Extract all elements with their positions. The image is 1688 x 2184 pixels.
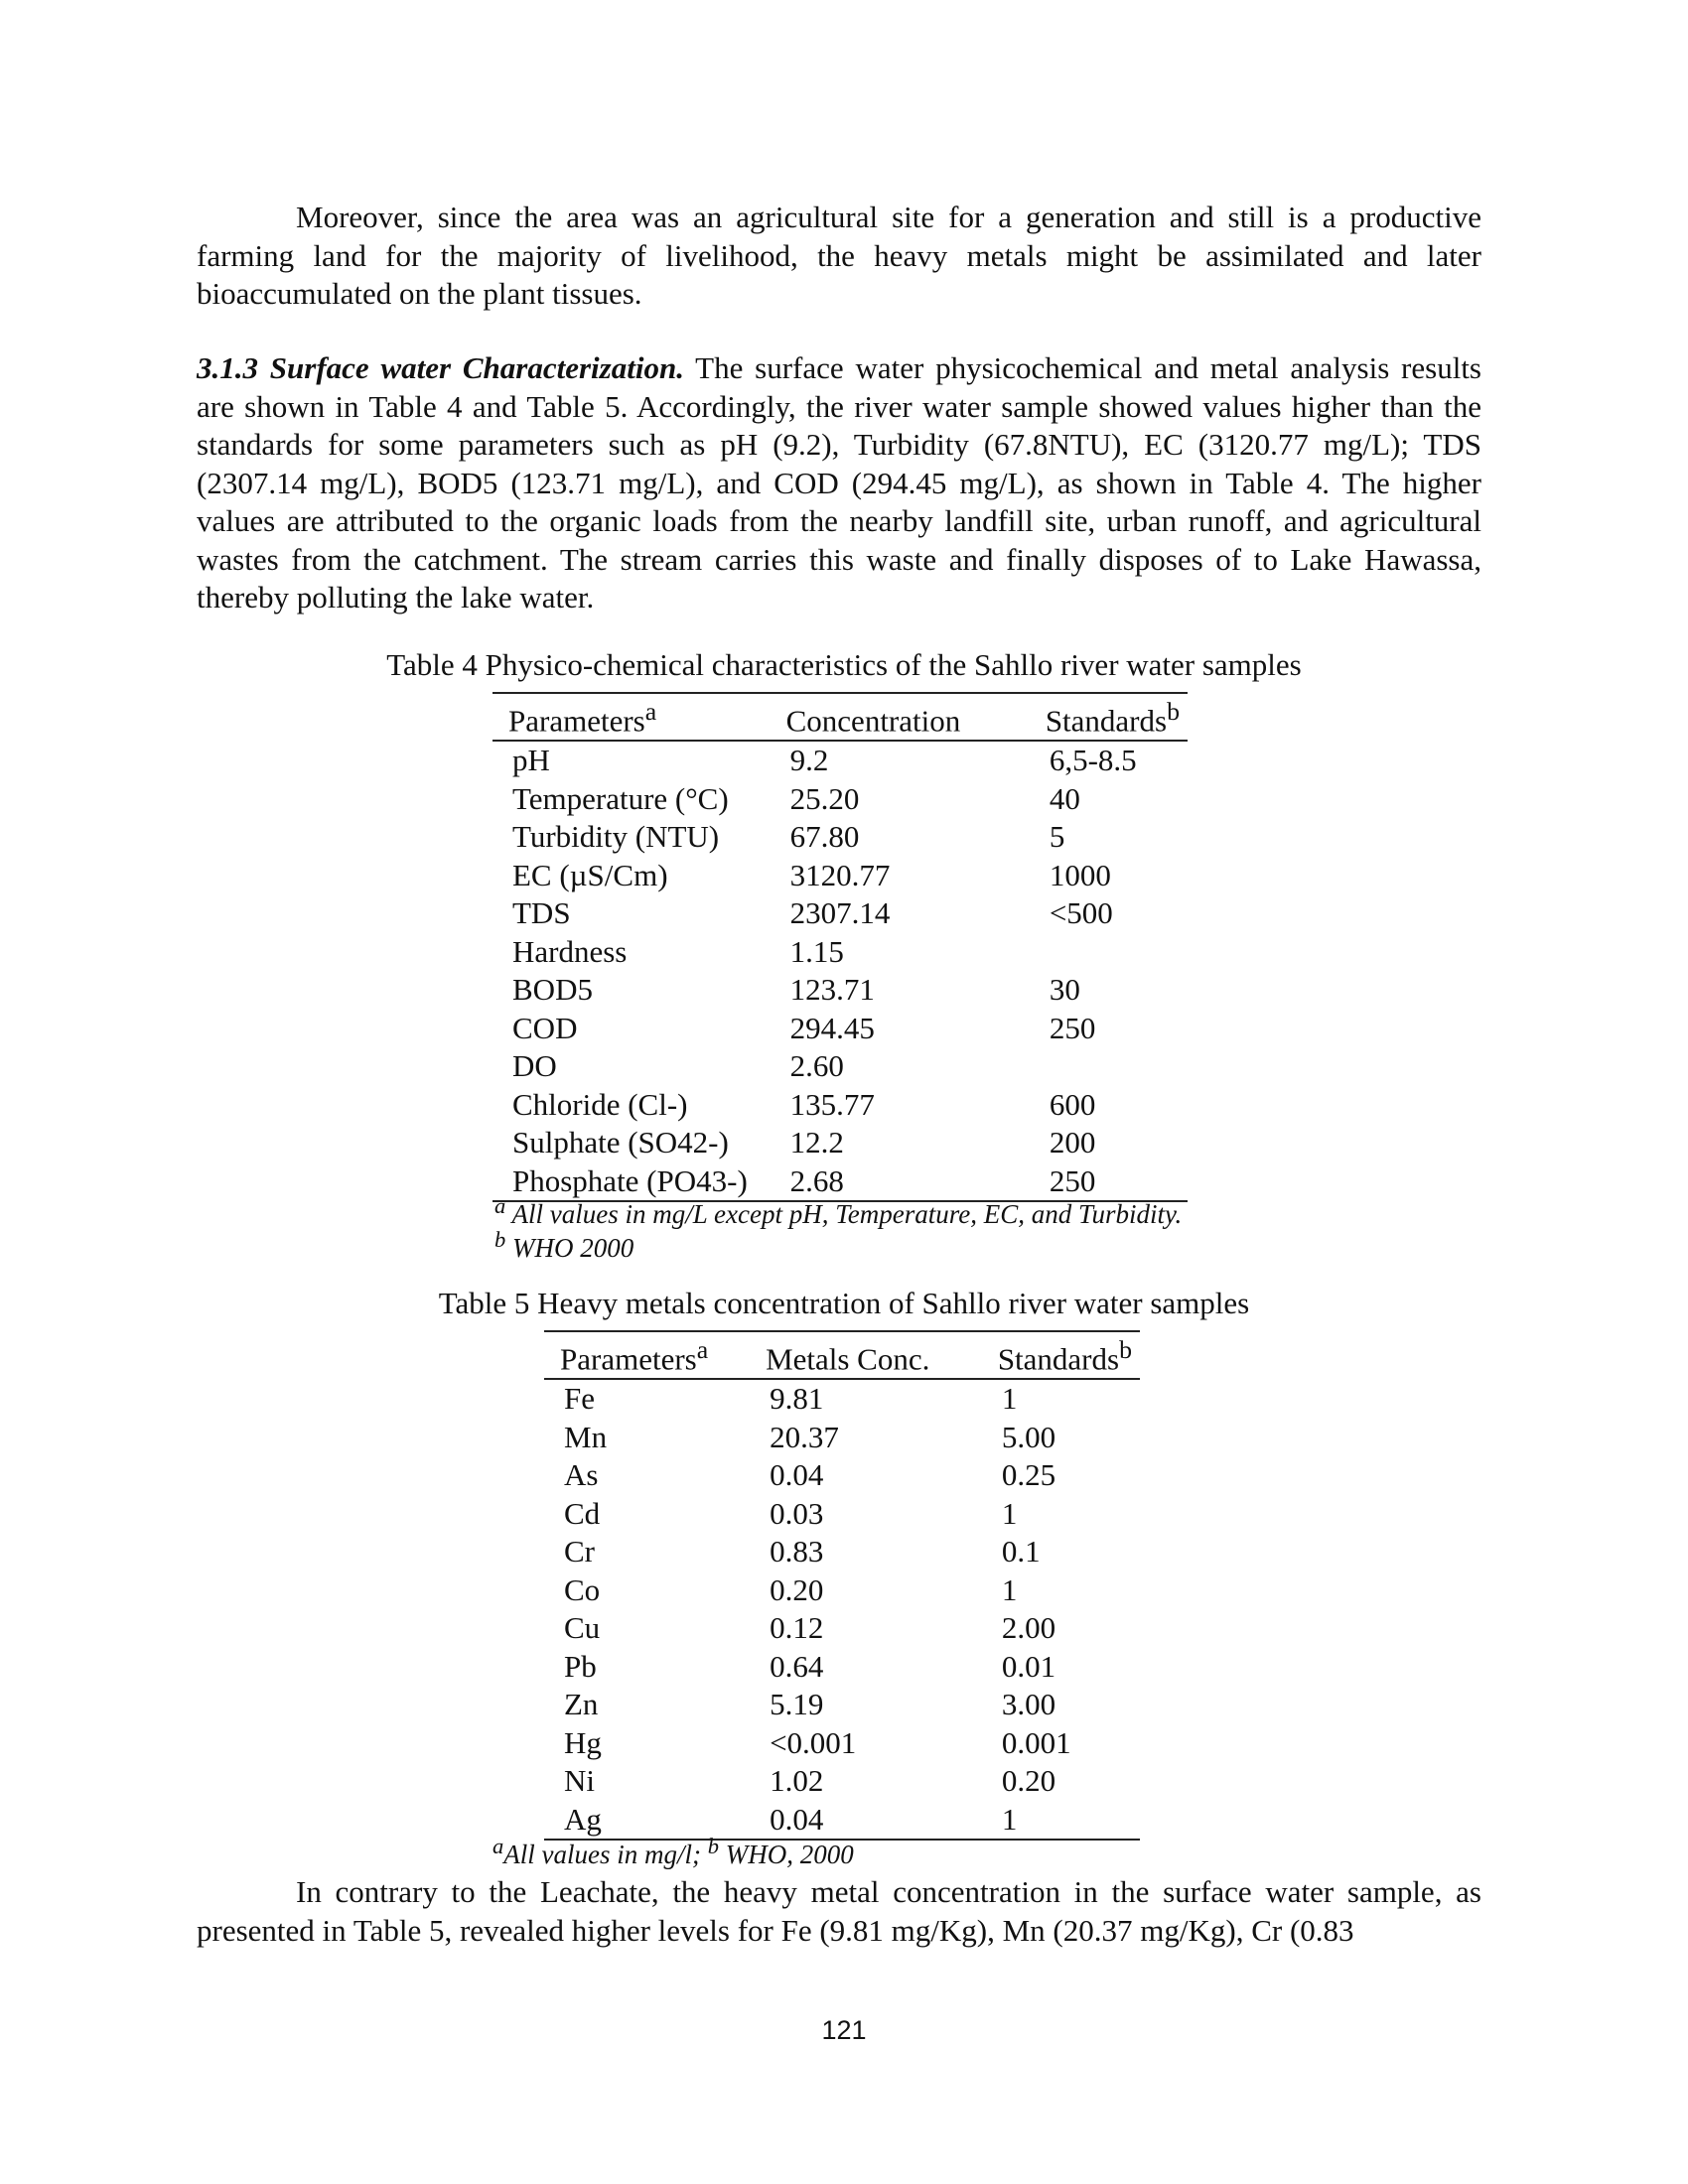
table5-row [544, 1379, 1140, 1419]
section-heading: 3.1.3 Surface water Characterization. [197, 350, 684, 385]
table4-cell: 200 [1049, 1125, 1096, 1160]
table4-row [492, 933, 1188, 972]
table5-row [544, 1456, 1140, 1495]
table5-cell: 1 [1001, 1571, 1018, 1607]
table4-cell: 1000 [1049, 857, 1111, 892]
table5-row [544, 1609, 1140, 1648]
table5-header-metals-conc: Metals Conc. [750, 1331, 982, 1379]
table4-cell: 1.15 [789, 933, 844, 969]
table4-row [492, 1124, 1188, 1162]
table4-cell: 9.2 [789, 743, 829, 778]
table5-cell: Hg [564, 1724, 602, 1760]
table4-cell: 30 [1049, 972, 1080, 1008]
table5-cell: 0.03 [770, 1495, 824, 1531]
table5-cell: 1 [982, 1801, 1140, 1841]
section-3-1-3-paragraph [197, 349, 1481, 617]
table5-row [544, 1648, 1140, 1687]
table5-cell: 0.64 [770, 1648, 824, 1684]
table4-cell: 123.71 [789, 972, 875, 1008]
table4-cell: 3120.77 [789, 857, 891, 892]
section-body: The surface water physicochemical and metal analysis results are shown in Table 4 and Table 5. Accordingly, the river water sample showed values higher than the standards for some parameters such as pH (9.2), Turbidity (67.8NTU), EC (3120.77 mg/L); TDS (2307.14 mg/L), BOD5 (123.71 mg/L), and COD (294.45 mg/L), as shown in Table 4. The higher values are attributed to the organic loads from the nearby landfill site, urban runoff, and agricultural wastes from the catchment. The stream carries this waste and finally disposes of to Lake Hawassa, thereby polluting the lake water. [197, 350, 1481, 614]
table5 [544, 1330, 1140, 1841]
table5-caption: Table 5 Heavy metals concentration of Sahllo river water samples [438, 1286, 1250, 1320]
table4-header-parameters: Parameters$^a$ [492, 693, 771, 741]
table4-row [492, 857, 1188, 895]
table5-row [544, 1724, 1140, 1763]
table4 [492, 692, 1188, 1202]
table5-cell: 0.83 [770, 1534, 824, 1570]
table4-row [492, 780, 1188, 819]
table4-cell: Temperature (°C) [512, 780, 729, 816]
table4-cell: pH [512, 743, 550, 778]
table4-row [492, 818, 1188, 857]
table4-cell: 600 [1049, 1086, 1096, 1122]
table5-cell: Zn [564, 1687, 599, 1722]
table4-row [492, 741, 1188, 780]
table4-cell: 250 [1030, 1162, 1188, 1202]
table5-cell: 0.20 [770, 1571, 824, 1607]
table5-cell: 5.19 [770, 1687, 824, 1722]
table5-cell: 0.12 [770, 1610, 824, 1646]
table5-cell: 5.00 [1001, 1419, 1056, 1454]
table5-cell: As [564, 1457, 599, 1493]
table5-cell: 2.00 [1001, 1610, 1056, 1646]
table5-cell: 1.02 [770, 1763, 824, 1799]
table4-cell: 2.60 [789, 1048, 844, 1084]
table4-cell: EC (µS/Cm) [512, 857, 668, 892]
table4-cell: Phosphate (PO43-) [492, 1162, 771, 1202]
table5-row [544, 1686, 1140, 1724]
table4-row [492, 1010, 1188, 1048]
table5-cell: Pb [564, 1648, 597, 1684]
table5-cell: 0.1 [1001, 1534, 1041, 1570]
table5-row [544, 1762, 1140, 1801]
table5-cell: Ni [564, 1763, 595, 1799]
table4-header-concentration: Concentration [771, 693, 1030, 741]
table4-cell: 25.20 [789, 780, 860, 816]
table4-cell: COD [512, 1010, 578, 1045]
table4-footnote-a: $^a$ All values in mg/L except pH, Temperature, EC, and Turbidity. [494, 1193, 1183, 1229]
table4-cell: 6,5-8.5 [1049, 743, 1137, 778]
table5-row [544, 1571, 1140, 1610]
table5-cell: 0.04 [750, 1801, 982, 1841]
table5-cell: 3.00 [1001, 1687, 1056, 1722]
table5-cell: 0.01 [1001, 1648, 1056, 1684]
table4-footnote-b: $^b$ WHO 2000 [494, 1227, 634, 1263]
table5-cell: Cu [564, 1610, 601, 1646]
table4-cell: Sulphate (SO42-) [512, 1125, 729, 1160]
table5-header-parameters: Parameters$^a$ [544, 1331, 750, 1379]
table5-header-row [544, 1331, 1140, 1379]
table4-cell [1030, 1047, 1188, 1086]
table5-cell: Ag [544, 1801, 750, 1841]
table5-cell: Co [564, 1571, 601, 1607]
table5-footnote: $^a$All values in mg/l; $^b$ WHO, 2000 [492, 1834, 854, 1869]
table5-row [544, 1419, 1140, 1457]
table4-row [492, 894, 1188, 933]
table5-cell: Fe [564, 1381, 595, 1417]
table4-cell: BOD5 [512, 972, 593, 1008]
paragraph-closing: In contrary to the Leachate, the heavy metal concentration in the surface water sample, as presented in Table 5, revealed higher levels for Fe (9.81 mg/Kg), Mn (20.37 mg/Kg), Cr (0.83 [197, 1874, 1481, 1948]
table5-row [544, 1533, 1140, 1571]
table4-cell: DO [512, 1048, 557, 1084]
table4-row [492, 1086, 1188, 1125]
table4-cell: 135.77 [789, 1086, 875, 1122]
table4-cell: Chloride (Cl-) [512, 1086, 688, 1122]
page-number: 121 [821, 2015, 867, 2045]
table4-row [492, 1047, 1188, 1086]
table5-cell: <0.001 [770, 1724, 857, 1760]
table4-header-row [492, 693, 1188, 741]
table4-cell: 67.80 [789, 819, 860, 855]
table4-cell: 294.45 [789, 1010, 875, 1045]
table5-cell: 20.37 [770, 1419, 839, 1454]
table4-cell [1030, 933, 1188, 972]
table4-cell: 250 [1049, 1010, 1096, 1045]
table4-cell: Turbidity (NTU) [512, 819, 720, 855]
table4-header-standards: Standards$^b$ [1030, 693, 1188, 741]
table4-cell: 12.2 [789, 1125, 844, 1160]
table4-cell: 2307.14 [789, 895, 891, 931]
table5-row [544, 1495, 1140, 1534]
table5-cell: 9.81 [770, 1381, 824, 1417]
table4-cell: 40 [1049, 780, 1080, 816]
table4-caption: Table 4 Physico-chemical characteristics of the Sahllo river water samples [386, 647, 1302, 682]
table4-cell: 2.68 [771, 1162, 1030, 1202]
table4-row [492, 971, 1188, 1010]
table4-cell: TDS [512, 895, 571, 931]
paragraph-intro: Moreover, since the area was an agricultural site for a generation and still is a productive farming land for the majority of livelihood, the heavy metals might be assimilated and later bioaccumulated on the plant tissues. [197, 200, 1481, 311]
table5-cell: Mn [564, 1419, 608, 1454]
table4-cell: Hardness [512, 933, 628, 969]
table5-cell: 1 [1001, 1381, 1018, 1417]
table4-cell: 5 [1049, 819, 1065, 855]
table5-cell: 0.25 [1001, 1457, 1056, 1493]
table5-cell: 1 [1001, 1495, 1018, 1531]
table5-cell: 0.04 [770, 1457, 824, 1493]
table5-cell: Cd [564, 1495, 601, 1531]
table5-header-standards: Standards$^b$ [982, 1331, 1140, 1379]
table5-cell: Cr [564, 1534, 595, 1570]
table5-cell: 0.001 [1001, 1724, 1071, 1760]
table4-cell: <500 [1049, 895, 1113, 931]
table5-cell: 0.20 [1001, 1763, 1056, 1799]
